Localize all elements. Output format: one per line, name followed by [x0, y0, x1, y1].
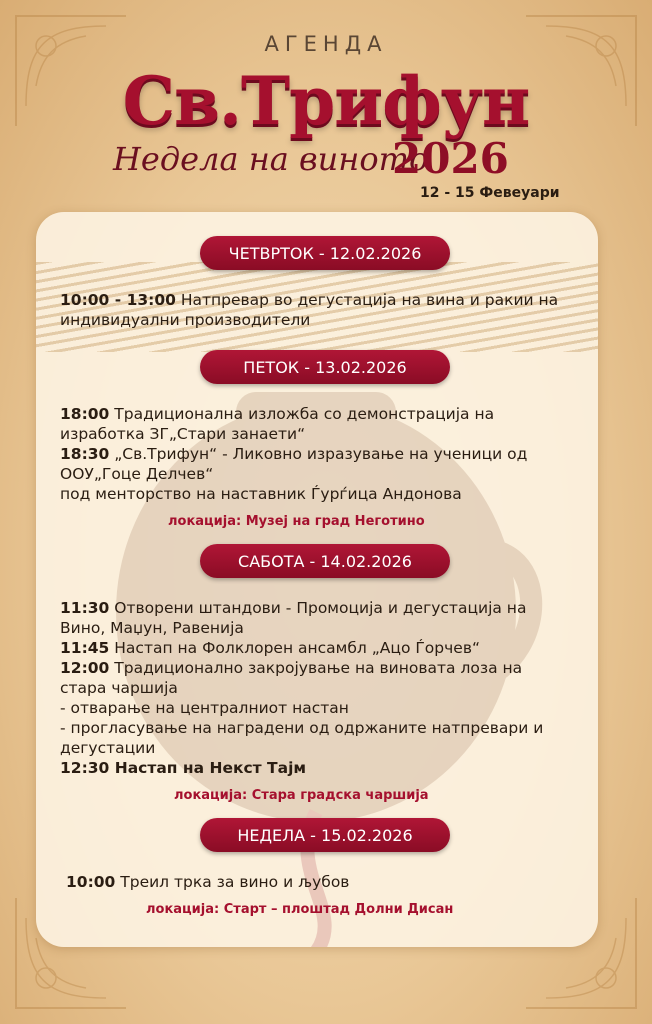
event-year: 2026 [392, 134, 509, 183]
day-header-friday: ПЕТОК - 13.02.2026 [200, 350, 450, 384]
location-label: локација: Музеј на град Неготино [168, 514, 425, 529]
location-label: локација: Старт – плоштад Долни Дисан [146, 902, 454, 917]
day-header-thursday: ЧЕТВРТОК - 12.02.2026 [200, 236, 450, 270]
list-item: 10:00 - 13:00 Натпревар во дегустација на вина и ракии на [60, 291, 559, 309]
agenda-label: АГЕНДА [264, 32, 388, 56]
list-item: ООУ„Гоце Делчев“ [60, 465, 214, 483]
list-item: 10:00 Треил трка за вино и љубов [66, 873, 350, 891]
list-item: стара чаршија [60, 679, 178, 697]
list-item: Вино, Маџун, Равенија [60, 619, 244, 637]
list-item: 11:30 Отворени штандови - Промоција и дегустација на [60, 599, 527, 617]
day-header-sunday: НЕДЕЛА - 15.02.2026 [200, 818, 450, 852]
list-item: 18:00 Традиционална изложба со демонстрација на [60, 405, 495, 423]
list-item: - прогласување на наградени од одржаните натпревари и [60, 719, 544, 737]
list-item: 11:45 Настап на Фолклорен ансамбл „Ацо Ѓорчев“ [60, 639, 480, 657]
location-label: локација: Стара градска чаршија [174, 788, 429, 803]
day-header-saturday: САБОТА - 14.02.2026 [200, 544, 450, 578]
list-item: 12:30 Настап на Некст Тајм [60, 759, 307, 777]
list-item: 18:30 „Св.Трифун“ - Ликовно изразување на ученици од [60, 445, 528, 463]
list-item: под менторство на наставник Ѓурѓица Андонова [60, 485, 462, 503]
event-subtitle: Недела на виното [113, 140, 429, 178]
agenda-panel [36, 212, 598, 947]
list-item: изработка ЗГ„Стари занаети“ [60, 425, 306, 443]
event-title: Св.Трифун [122, 62, 530, 140]
list-item: индивидуални производители [60, 311, 311, 329]
list-item: 12:00 Традиционално закројување на виновата лоза на [60, 659, 523, 677]
list-item: - отварање на централниот настан [60, 699, 349, 717]
list-item: дегустации [60, 739, 156, 757]
event-dates: 12 - 15 Февеуари [420, 185, 560, 201]
